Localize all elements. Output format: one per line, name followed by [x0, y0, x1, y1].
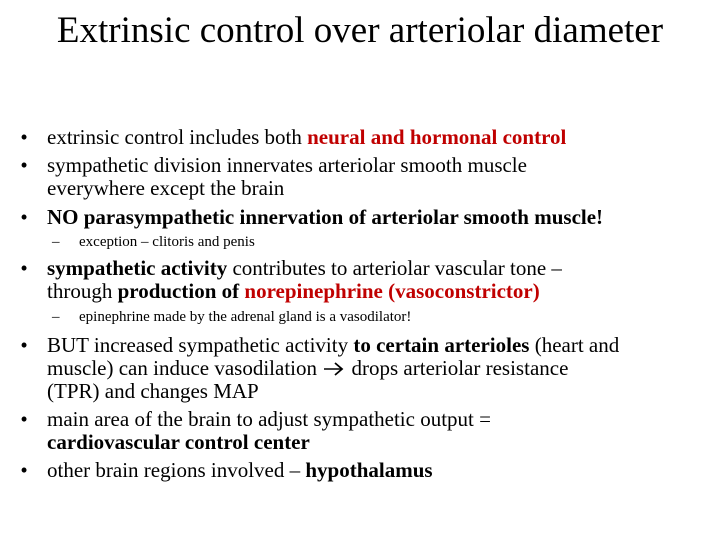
emphasis-text: production of	[117, 279, 245, 303]
bullet-marker: •	[20, 256, 28, 280]
emphasis-text: neural and hormonal control	[307, 125, 567, 149]
sub-bullet-item	[52, 308, 699, 326]
bullet-item	[20, 153, 712, 200]
emphasis-text: to certain arterioles	[353, 333, 530, 357]
bullet-item	[20, 407, 712, 454]
dash-marker: –	[52, 234, 60, 250]
bullet-text: (heart and	[529, 333, 620, 357]
bullet-marker: •	[20, 153, 28, 177]
bullet-marker: •	[20, 205, 28, 229]
sub-bullet-item	[52, 233, 699, 251]
bullet-marker: •	[20, 407, 28, 431]
bullet-text: other brain regions involved –	[47, 458, 306, 482]
sub-bullet-text: epinephrine made by the adrenal gland is a vasodilator!	[79, 309, 412, 325]
slide-title: Extrinsic control over arteriolar diameter	[56, 10, 664, 51]
bullet-text: everywhere except the brain	[47, 176, 285, 200]
bullet-text: drops arteriolar resistance	[346, 356, 569, 380]
bullet-item	[20, 458, 712, 482]
bullet-text: sympathetic division innervates arteriolar smooth muscle	[47, 153, 527, 177]
bullet-marker: •	[20, 125, 28, 149]
emphasis-text: hypothalamus	[305, 458, 433, 482]
bullet-text: through	[47, 279, 118, 303]
bullet-text: main area of the brain to adjust sympathetic output =	[47, 407, 491, 431]
bullet-item	[20, 125, 712, 149]
bullet-text: muscle) can induce vasodilation	[47, 356, 317, 380]
bullet-text: NO parasympathetic innervation of arteriolar smooth muscle!	[47, 205, 604, 229]
emphasis-text: norepinephrine (vasoconstrictor)	[244, 279, 540, 303]
bullet-text: contributes to arteriolar vascular tone –	[227, 256, 562, 280]
bullet-item	[20, 256, 712, 303]
bullet-text: BUT increased sympathetic activity	[47, 333, 354, 357]
bullet-marker: •	[20, 458, 28, 482]
bullet-item	[20, 205, 712, 229]
emphasis-text: sympathetic activity	[47, 256, 228, 280]
emphasis-text: cardiovascular control center	[47, 430, 310, 454]
bullet-item	[20, 333, 712, 403]
bullet-text: extrinsic control includes both	[47, 125, 308, 149]
sub-bullet-text: exception – clitoris and penis	[79, 234, 255, 250]
right-arrow-icon	[322, 361, 346, 377]
bullet-marker: •	[20, 333, 28, 357]
bullet-text: (TPR) and changes MAP	[47, 379, 259, 403]
dash-marker: –	[52, 309, 60, 325]
